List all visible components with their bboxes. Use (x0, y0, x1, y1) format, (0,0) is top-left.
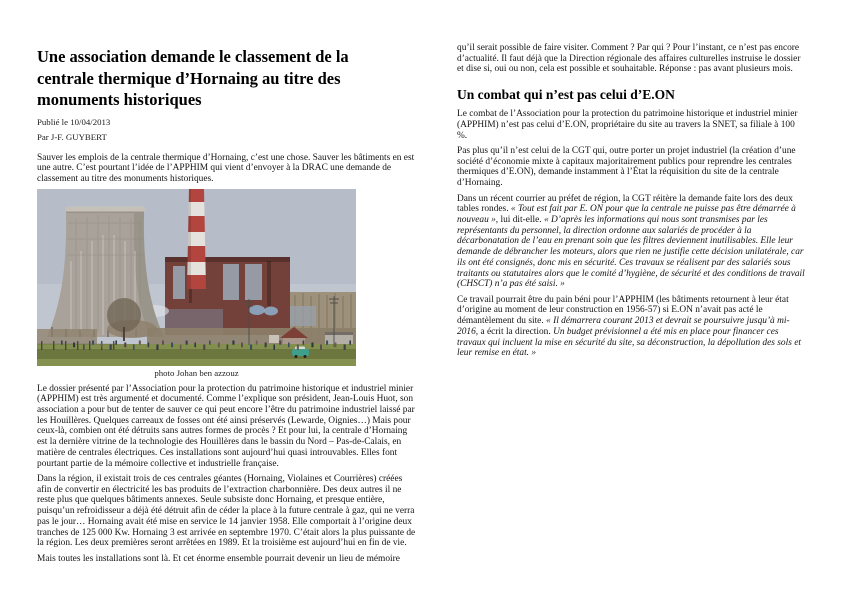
paragraph (37, 474, 419, 549)
quote-text: « D’après les informations qui nous sont transmises par les représentants du personnel, la direction ordonne aux salariés de procéder à la décarbonatation de l’eau en prenant soin que les filtres deviennent inutilisables. Elle leur demande de débrancher les moteurs, alors que rien ne justifie cette décision unilatérale, car ils ont été consignés, donc mis en sécurité. Ces travaux se réalisent par des salariés sous traitants ou statutaires alors que le comité d’hygiène, de sécurité et des conditions de travail (CHSCT) n’a pas été saisi. » (457, 215, 805, 290)
published-date: Publié le 10/04/2013 (37, 116, 111, 127)
quote-text: « Tout est fait par E. ON pour que la centrale ne puisse pas être démarrée à nouveau » (457, 204, 796, 226)
right-column (457, 43, 807, 364)
body-text: Le combat de l’Association pour la protection du patrimoine historique et industriel minier (APPHIM) n’est pas celui d’E.ON, propriétaire du site au travers la SNET, sa filiale à 100 %. (457, 109, 798, 141)
power-plant-building (141, 257, 316, 335)
body-text: a écrit la direction. (478, 326, 554, 337)
paragraph (457, 43, 807, 75)
section-heading: Un combat qui n’est pas celui d’E.ON (457, 87, 675, 103)
quote-text: « Il démarrera courant 2013 et devrait se poursuivre jusqu’à mi-2016, (457, 316, 790, 337)
quote-text: Un budget prévisionnel a été mis en place pour financer ces travaux qui incluent la mise en sécurité du site, sa déconstruction, la dépollution des sols et leur remise en état. » (457, 326, 801, 359)
left-paragraphs (37, 384, 419, 565)
article-title: Une association demande le classement de la centrale thermique d’Hornaing au titre des monuments historiques (37, 47, 349, 109)
body-text: Dans la région, il existait trois de ces centrales géantes (Hornaing, Violaines et Courrières) créées afin de convertir en électricité les bas produits de l’extraction charbonnière. Des deux autres il ne reste plus que quelques bâtiments annexes. Seule subsiste donc Hornaing, et presque entière, puisqu’un refroidisseur a déjà été détruit afin de céder la place à la future centrale à gaz, qui ne verra pas le jour… Hornaing avait été mise en service le 14 janvier 1958. Elle comportait à l’origine deux tranches de 125 000 Kw. Hornaing 3 est arrivée en septembre 1970. C’était alors la plus puissante de la région. Les deux premières seront arrêtées en 1989. Et la troisième est aujourd’hui en fin de vie. (37, 474, 416, 549)
body-text: Pas plus qu’il n’est celui de la CGT qui, outre porter un projet industriel (la création d’une société d’économie mixte à capitaux majoritairement publics pour reprendre les centrales thermiques d’E.ON), demande instamment à l’État la réquisition du site de la centrale d’Hornaing. (457, 146, 796, 189)
lede-paragraph: Sauver les emplois de la centrale thermique d’Hornaing, c’est une chose. Sauver les bâtiments en est une autre. C’est pourtant l’idée de l’APPHIM qui vient d’envoyer à la DRAC une demande de classement au titre des monuments historiques. (37, 152, 415, 184)
body-text: , lui dit-elle. (495, 215, 544, 226)
body-text: qu’il serait possible de faire visiter. Comment ? Par qui ? Pour l’instant, ce n’est pas encore d’actualité. Il faut déjà que la Direction régionale des affaires culturelles instruise le dossier et dise si, oui ou non, cela est possible et souhaitable. Réponse : pas avant plusieurs mois. (457, 43, 801, 75)
paragraph (457, 146, 807, 189)
article-photo (37, 189, 419, 379)
section-paragraphs (457, 109, 807, 359)
continuation-paragraphs (457, 43, 807, 75)
paragraph (457, 295, 807, 359)
photo-caption: photo Johan ben azzouz (154, 367, 239, 378)
paragraph (457, 109, 807, 141)
body-text: Ce travail pourrait être du pain béni pour l’APPHIM (les bâtiments retournent à leur état d’origine au moment de leur construction en 1956-57) si E.ON n’avait pas acté le démantèlement du site. (457, 294, 789, 327)
body-text: Mais toutes les installations sont là. Et cet énorme ensemble pourrait devenir un lieu de mémoire (37, 553, 400, 564)
power-plant-photo (37, 189, 356, 366)
byline: Par J-F. GUYBERT (37, 132, 107, 142)
body-text: Dans un récent courrier au préfet de région, la CGT réitère la demande faite lors des deux tables rondes. (457, 193, 793, 215)
body-text: Le dossier présenté par l’Association pour la protection du patrimoine historique et industriel minier (APPHIM) est très argumenté et documenté. Comme l’explique son président, Jean-Louis Huot, son association a pour but de tenter de sauver ce qui peut encore l’être du patrimoine industriel laissé par les Houillères. Quelques carreaux de fosses ont été ainsi préservés (Lewarde, Oignies…) Mais pour ceux-là, combien ont été détruits sans autres formes de procès ? Et pour lui, la centrale d’Hornaing est la dernière vitrine de la technologie des Houillères dans le bassin du Nord – Pas-de-Calais, en matière de centrales électriques. Ces installations sont aujourd’hui quasi introuvables. Elles font pourtant partie de la mémoire collective et industrielle française. (37, 383, 415, 469)
left-column (37, 46, 419, 569)
paragraph (37, 554, 419, 565)
paragraph (457, 194, 807, 290)
paragraph (37, 384, 419, 470)
